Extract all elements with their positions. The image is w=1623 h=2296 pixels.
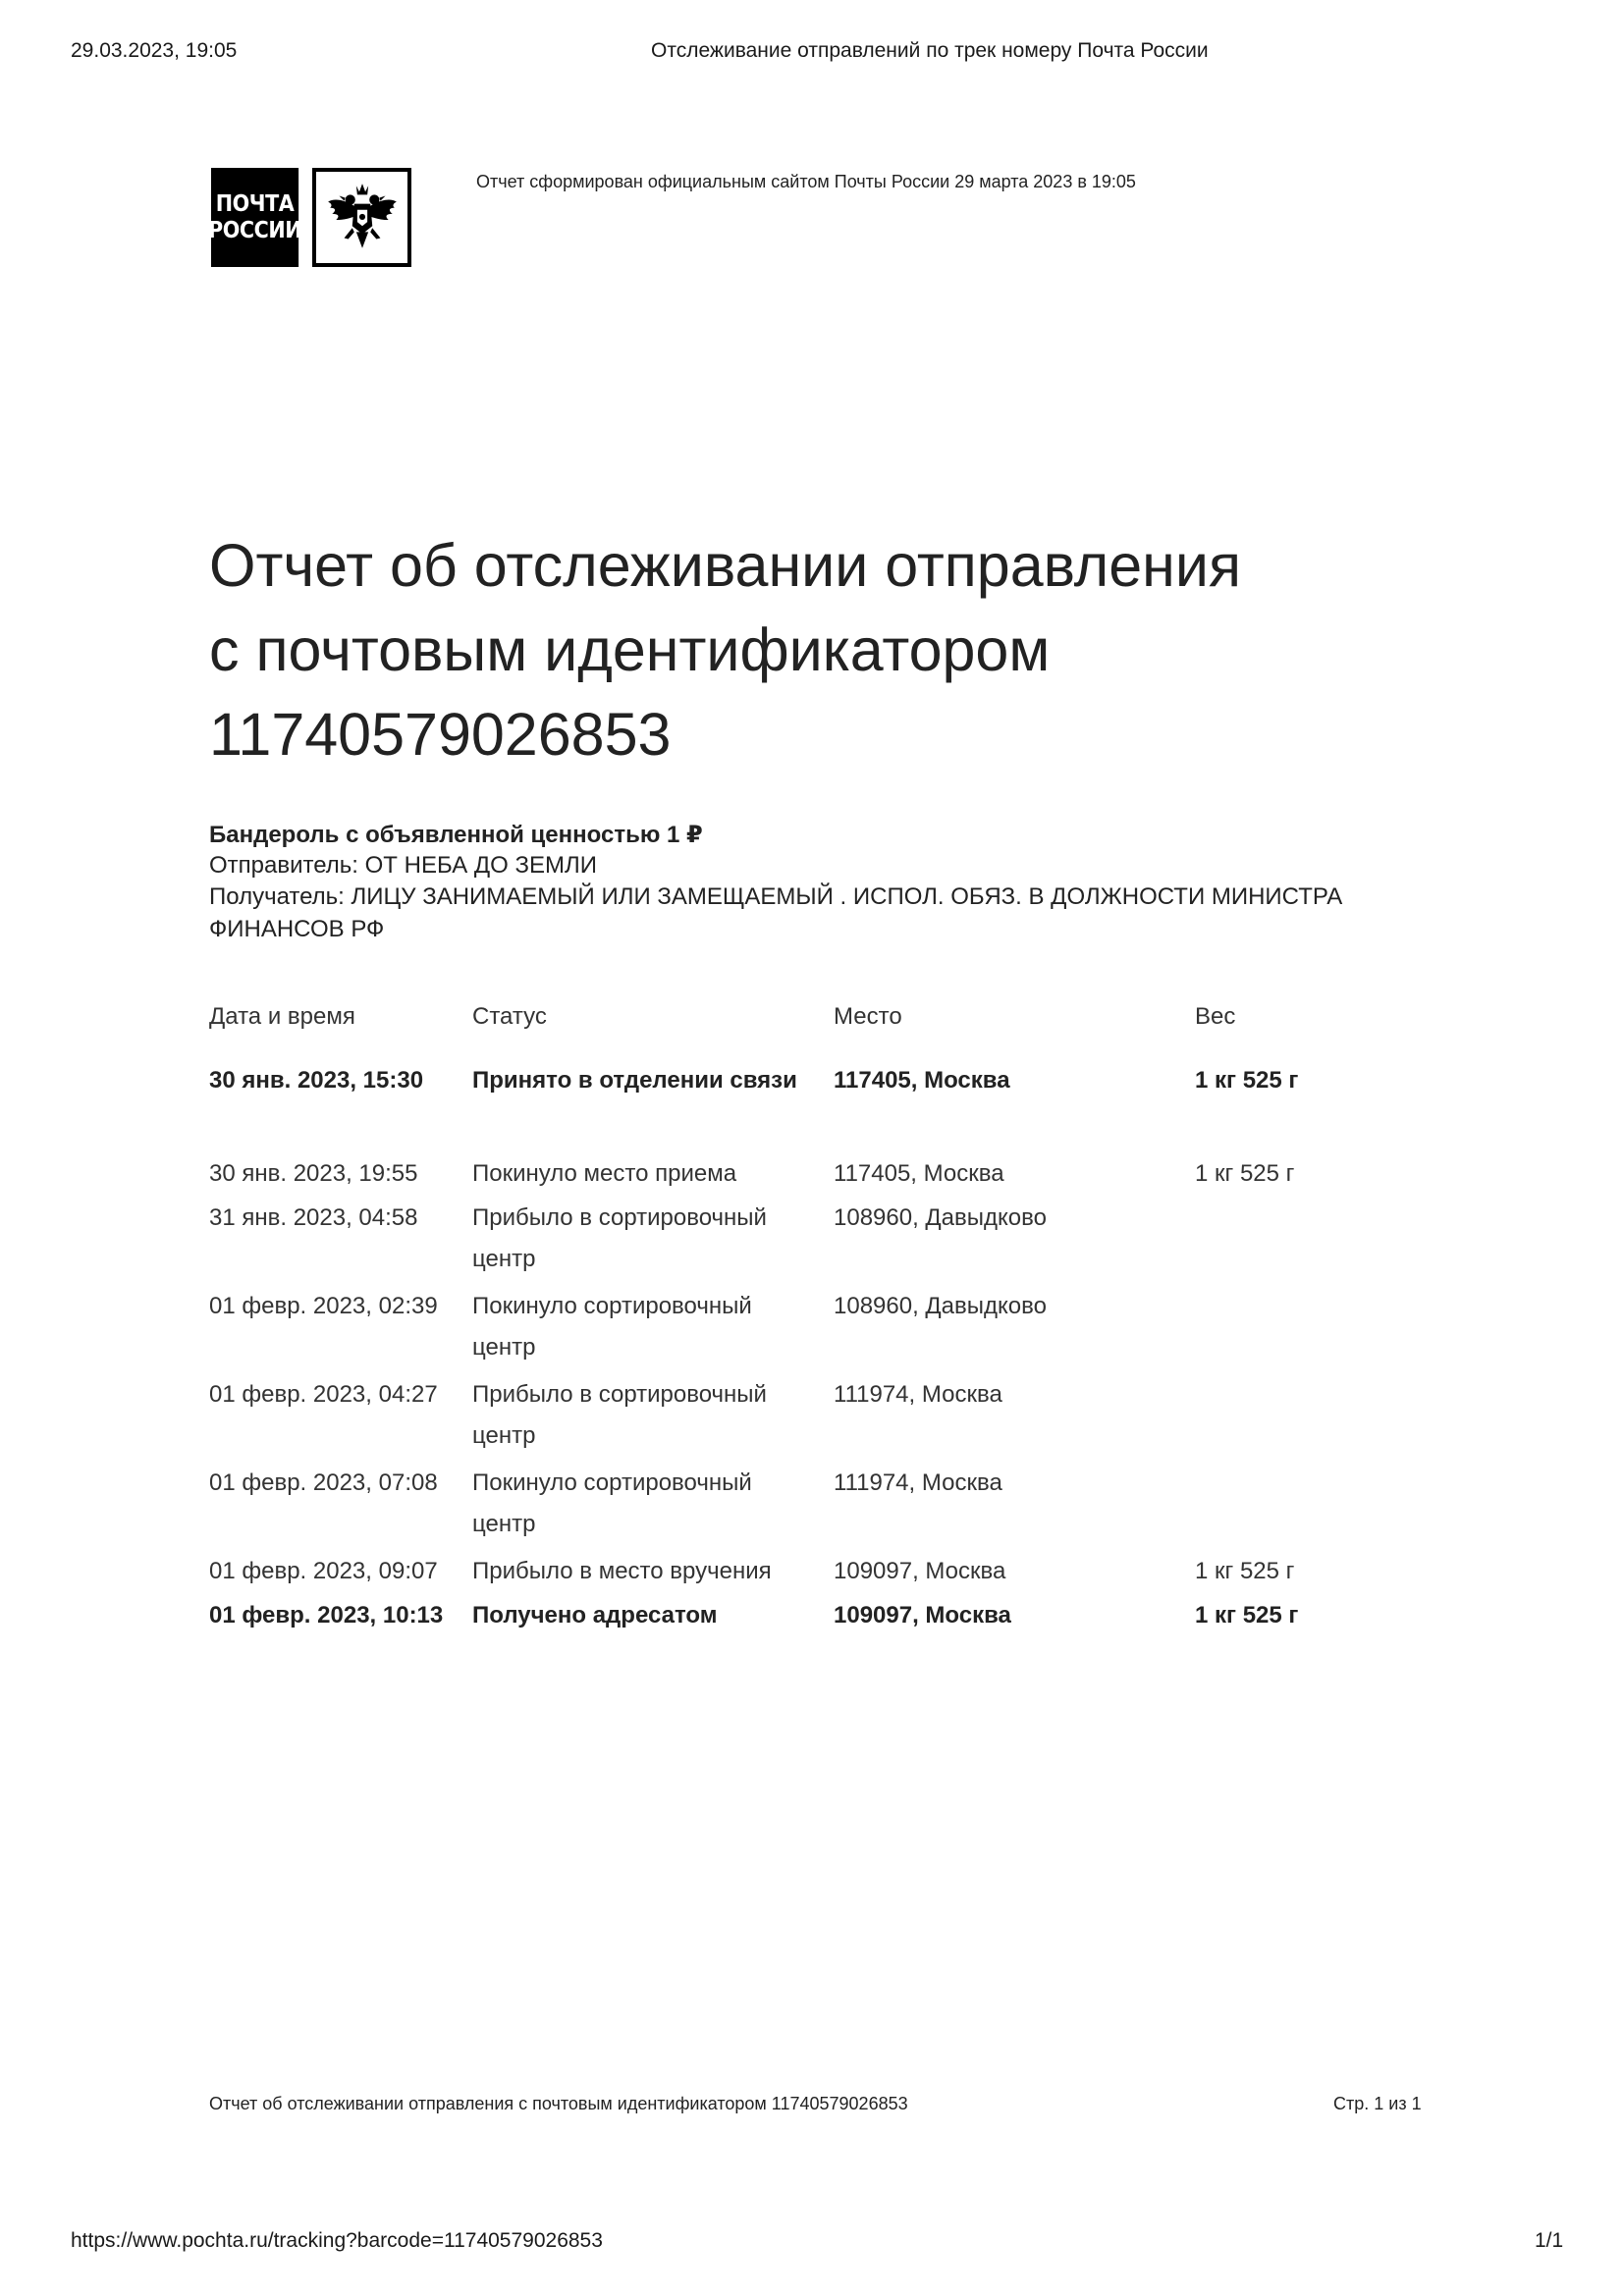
print-header-title: Отслеживание отправлений по трек номеру Почта России [651, 39, 1209, 62]
recipient-value: ЛИЦУ ЗАНИМАЕМЫЙ ИЛИ ЗАМЕЩАЕМЫЙ . ИСПОЛ. ОБЯЗ. В ДОЛЖНОСТИ МИНИСТРА [351, 883, 1343, 910]
header-weight: Вес [1195, 1003, 1236, 1030]
page-number: Стр. 1 из 1 [1333, 2094, 1422, 2113]
row-weight: 1 кг 525 г [1195, 1160, 1295, 1187]
recipient-line-2: ФИНАНСОВ РФ [209, 916, 385, 942]
row-place: 117405, Москва [834, 1160, 1004, 1187]
logo-line-2: РОССИИ [208, 217, 302, 243]
row-place: 108960, Давыдково [834, 1293, 1047, 1319]
row-status: Принято в отделении связи [472, 1067, 797, 1094]
row-place: 109097, Москва [834, 1602, 1011, 1629]
header-date: Дата и время [209, 1003, 355, 1030]
logo-line-1: ПОЧТА [215, 190, 295, 217]
row-date: 01 февр. 2023, 10:13 [209, 1602, 444, 1629]
sender-line [209, 849, 597, 881]
print-footer-url: https://www.pochta.ru/tracking?barcode=11740579026853 [71, 2229, 603, 2252]
header-status: Статус [472, 1003, 547, 1030]
row-place: 108960, Давыдково [834, 1204, 1047, 1231]
row-status: Прибыло в место вручения [472, 1558, 772, 1584]
row-weight: 1 кг 525 г [1195, 1067, 1299, 1094]
row-date: 30 янв. 2023, 15:30 [209, 1067, 424, 1094]
row-place: 117405, Москва [834, 1067, 1010, 1094]
row-date: 31 янв. 2023, 04:58 [209, 1204, 418, 1231]
report-generated-note: Отчет сформирован официальным сайтом Почты России 29 марта 2023 в 19:05 [476, 172, 1136, 191]
print-footer-pages: 1/1 [1535, 2229, 1564, 2252]
logo-wordmark [208, 168, 302, 267]
recipient-line [209, 881, 1342, 913]
row-status: Покинуло сортировочный центр [472, 1293, 752, 1361]
row-place: 109097, Москва [834, 1558, 1006, 1584]
row-weight: 1 кг 525 г [1195, 1558, 1295, 1584]
report-title-line-1: Отчет об отслеживании отправления [209, 532, 1241, 599]
header-place: Место [834, 1003, 902, 1030]
report-title-line-2: с почтовым идентификатором [209, 616, 1051, 683]
row-date: 01 февр. 2023, 07:08 [209, 1469, 438, 1496]
row-weight: 1 кг 525 г [1195, 1602, 1299, 1629]
row-status: Покинуло место приема [472, 1160, 737, 1187]
page-footer-text: Отчет об отслеживании отправления с почтовым идентификатором 11740579026853 [209, 2094, 908, 2113]
row-date: 30 янв. 2023, 19:55 [209, 1160, 418, 1187]
shipment-type-text: Бандероль с объявленной ценностью 1 ₽ [209, 822, 703, 848]
tracking-number: 11740579026853 [209, 701, 672, 768]
row-place: 111974, Москва [834, 1469, 1002, 1496]
shipment-type [209, 819, 703, 851]
report-title [209, 523, 1486, 776]
row-date: 01 февр. 2023, 04:27 [209, 1381, 438, 1408]
row-status: Прибыло в сортировочный центр [472, 1204, 767, 1272]
sender-label: Отправитель: [209, 852, 358, 879]
row-status: Прибыло в сортировочный центр [472, 1381, 767, 1449]
pochta-rossii-logo [208, 168, 411, 267]
recipient-label: Получатель: [209, 883, 345, 910]
row-date: 01 февр. 2023, 09:07 [209, 1558, 438, 1584]
print-header-datetime: 29.03.2023, 19:05 [71, 39, 238, 62]
row-place: 111974, Москва [834, 1381, 1002, 1408]
row-status: Получено адресатом [472, 1602, 718, 1629]
row-date: 01 февр. 2023, 02:39 [209, 1293, 438, 1319]
double-headed-eagle-icon [312, 168, 411, 267]
row-status: Покинуло сортировочный центр [472, 1469, 752, 1537]
sender-value: ОТ НЕБА ДО ЗЕМЛИ [364, 852, 597, 879]
